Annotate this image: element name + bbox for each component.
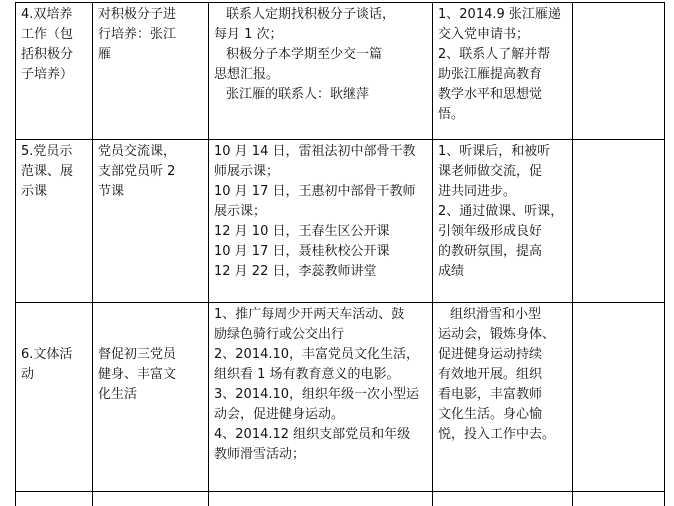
cell-text-line: 助张江雁提高教育 <box>438 67 543 82</box>
cell-text-line: 思想汇报。 <box>214 67 280 82</box>
cell-text-line: 2、联系人了解并帮 <box>438 47 551 62</box>
cell-text-line: 进共同进步。 <box>438 184 517 199</box>
table-cell-col5 <box>573 3 665 140</box>
cell-text-line: 交入党申请书； <box>438 27 530 42</box>
cell-text-line: 动 <box>21 367 35 382</box>
cell-text-line: 6.文体活 <box>21 347 73 362</box>
cell-text-line <box>21 325 87 345</box>
cell-text-line: 教学水平和思想觉 <box>438 87 543 102</box>
cell-text-line: 示课 <box>21 184 48 199</box>
cell-text-line: 12 月 10 日，王春生区公开课 <box>214 224 390 239</box>
cell-text-line: 行培养：张江 <box>98 27 177 42</box>
table-cell-col5 <box>573 303 665 492</box>
cell-text-line: 10 月 17 日，王惠初中部骨干教师 <box>214 184 416 199</box>
cell-text-line: 2、通过做课、听课， <box>438 204 564 219</box>
cell-text-line: 悟。 <box>438 107 465 122</box>
cell-text-line: 对积极分子进 <box>98 7 177 22</box>
cell-text-line: 积极分子本学期至少交一篇 <box>226 47 383 62</box>
cell-text-line: 1、听课后，和被听 <box>438 144 551 159</box>
table-cell-col5 <box>573 140 665 303</box>
cell-text-line: 促进健身运动持续 <box>438 347 543 362</box>
table-row <box>16 140 665 303</box>
cell-text-line: 子培养） <box>21 67 74 82</box>
cell-text-line: 工作（包 <box>21 27 74 42</box>
cell-text-line: 10 月 14 日，雷祖法初中部骨干教 <box>214 144 416 159</box>
cell-text-line <box>98 325 203 345</box>
work-plan-table <box>15 2 665 492</box>
cell-text-line: 动会，促进健身运动。 <box>214 407 345 422</box>
table-cell-col2 <box>93 140 209 303</box>
cell-text-line: 联系人定期找积极分子谈话， <box>226 7 396 22</box>
cell-text-line: 12 月 22 日，李蕊教师讲堂 <box>214 264 377 279</box>
table-row <box>16 3 665 140</box>
cell-text-line: 师展示课； <box>214 164 280 179</box>
cell-text-line: 课老师做交流，促 <box>438 164 543 179</box>
cell-text-line: 1、推广每周少开两天车活动、鼓 <box>214 307 405 322</box>
cell-text-line: 的教研氛围，提高 <box>438 244 543 259</box>
cell-text-line <box>98 305 203 325</box>
cell-text-line: 展示课； <box>214 204 267 219</box>
table-cell-col1 <box>16 140 93 303</box>
cell-text-line: 引领年级形成良好 <box>438 224 543 239</box>
cell-text-line: 10 月 17 日，聂桂秋校公开课 <box>214 244 390 259</box>
cell-text-line: 2、2014.10，丰富党员文化生活， <box>214 347 420 362</box>
cell-text-line: 文化生活。身心愉 <box>438 407 543 422</box>
cell-text-line: 化生活 <box>98 387 138 402</box>
cell-text-line: 4.双培养 <box>21 7 73 22</box>
cell-text-line: 运动会，锻炼身体、 <box>438 327 556 342</box>
table-cell-col4 <box>433 3 573 140</box>
cell-text-line: 悦，投入工作中去。 <box>438 427 556 442</box>
table-cell-col3 <box>209 3 433 140</box>
table-cell-col1 <box>16 303 93 492</box>
cell-text-line: 成绩 <box>438 264 465 279</box>
table-cell-col3 <box>209 303 433 492</box>
table-cell-col3 <box>209 140 433 303</box>
cell-text-line: 4、2014.12 组织支部党员和年级 <box>214 427 411 442</box>
cell-text-line: 雁 <box>98 47 112 62</box>
cell-text-line: 每月 1 次； <box>214 27 283 42</box>
table-row <box>16 303 665 492</box>
cell-text-line: 党员交流课， <box>98 144 177 159</box>
table-cell-col2 <box>93 3 209 140</box>
cell-text-line <box>21 305 87 325</box>
cell-text-line: 5.党员示 <box>21 144 73 159</box>
table-cell-col2 <box>93 303 209 492</box>
cell-text-line: 3、2014.10，组织年级一次小型运 <box>214 387 420 402</box>
cell-text-line: 括积极分 <box>21 47 74 62</box>
cell-text-line: 1、2014.9 张江雁递 <box>438 7 561 22</box>
table-cell-col4 <box>433 140 573 303</box>
cell-text-line: 有效地开展。组织 <box>438 367 543 382</box>
cell-text-line: 范课、展 <box>21 164 74 179</box>
table-cell-col4 <box>433 303 573 492</box>
cell-text-line: 励绿色骑行或公交出行 <box>214 327 345 342</box>
cell-text-line: 组织滑雪和小型 <box>450 307 542 322</box>
cell-text-line: 健身、丰富文 <box>98 367 177 382</box>
cell-text-line: 看电影，丰富教师 <box>438 387 543 402</box>
cell-text-line: 督促初三党员 <box>98 347 177 362</box>
cell-text-line: 教师滑雪活动； <box>214 447 306 462</box>
cell-text-line: 支部党员听 2 <box>98 164 176 179</box>
cell-text-line: 节课 <box>98 184 125 199</box>
cell-text-line: 组织看 1 场有教育意义的电影。 <box>214 367 400 382</box>
table-cell-col1 <box>16 3 93 140</box>
cell-text-line: 张江雁的联系人：耿继萍 <box>226 87 370 102</box>
